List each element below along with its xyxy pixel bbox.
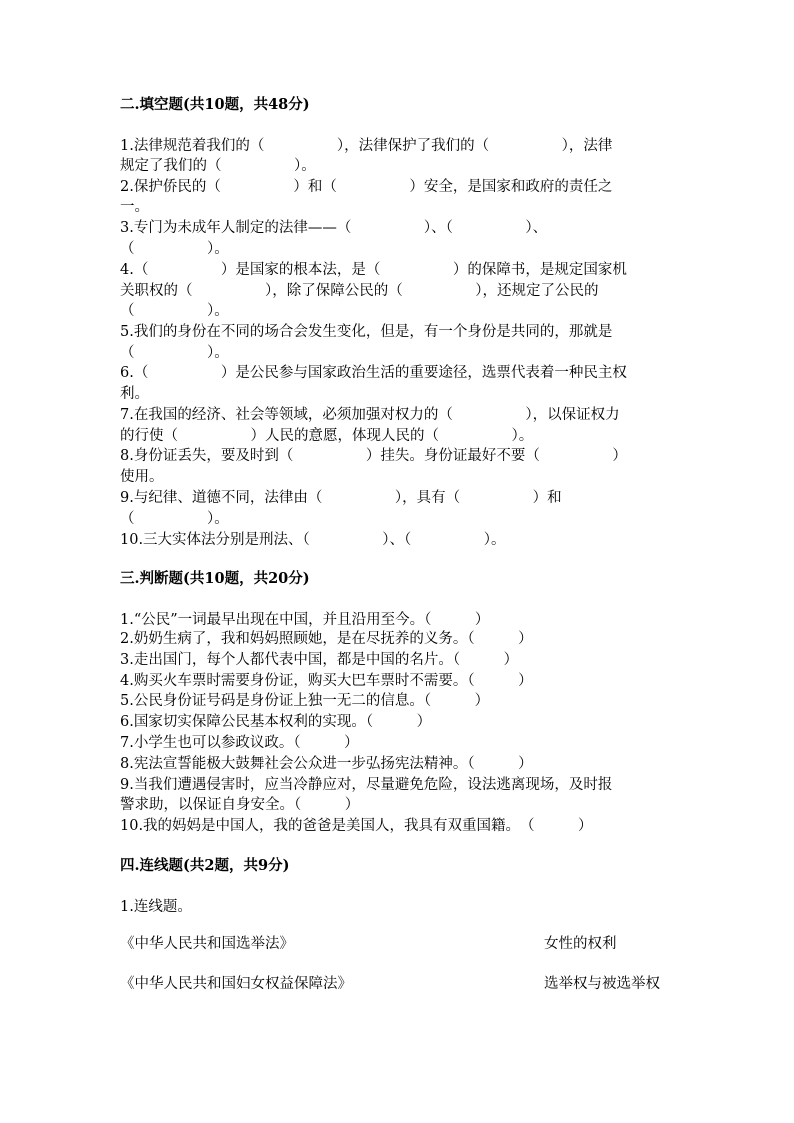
question-line: 9.与纪律、道德不同，法律由（ ），具有（ ）和 <box>120 490 562 506</box>
question-line: 关职权的（ ），除了保障公民的（ ），还规定了公民的 <box>120 283 599 299</box>
question-line: 警求助，以保证自身安全。（ ） <box>120 797 360 813</box>
match-left-item: 《中华人民共和国选举法》 <box>120 936 294 952</box>
question-line: （ ）。 <box>120 511 229 527</box>
question-line: 8.宪法宣誓能极大鼓舞社会公众进一步弘扬宪法精神。（ ） <box>120 756 533 772</box>
question-line: 6.（ ）是公民参与国家政治生活的重要途径，选票代表着一种民主权 <box>120 365 627 381</box>
question-line: 7.小学生也可以参政议政。（ ） <box>120 735 359 751</box>
question-line: 7.在我国的经济、社会等领域，必须加强对权力的（ ），以保证权力 <box>120 407 620 423</box>
question-line: 2.奶奶生病了，我和妈妈照顾她，是在尽抚养的义务。（ ） <box>120 631 533 647</box>
question-line: 一。 <box>120 199 149 215</box>
question-line: 3.走出国门，每个人都代表中国，都是中国的名片。（ ） <box>120 652 519 668</box>
question-line: 的行使（ ）人民的意愿，体现人民的（ ）。 <box>120 428 534 444</box>
question-line: 4.购买火车票时需要身份证，购买大巴车票时不需要。（ ） <box>120 673 533 689</box>
question-line: 5.公民身份证号码是身份证上独一无二的信息。（ ） <box>120 693 490 709</box>
section-title-matching: 四.连线题(共2题，共9分) <box>120 857 290 874</box>
match-right-item: 选举权与被选举权 <box>544 976 660 992</box>
question-line: 规定了我们的（ ）。 <box>120 158 316 174</box>
question-line: 1.“公民”一词最早出现在中国，并且沿用至今。（ ） <box>120 612 490 628</box>
section-title-fill-in: 二.填空题(共10题，共48分) <box>120 96 310 113</box>
question-line: 2.保护侨民的（ ）和（ ）安全，是国家和政府的责任之 <box>120 179 613 195</box>
question-line: 3.专门为未成年人制定的法律——（ ）、（ ）、 <box>120 220 548 236</box>
question-line: 10.我的妈妈是中国人，我的爸爸是美国人，我具有双重国籍。 （ ） <box>120 818 593 834</box>
question-line: 1.法律规范着我们的（ ），法律保护了我们的（ ），法律 <box>120 138 613 154</box>
question-line: 使用。 <box>120 469 164 485</box>
question-line: 10.三大实体法分别是刑法、（ ）、（ ）。 <box>120 532 506 548</box>
question-line: （ ）。 <box>120 241 229 257</box>
question-line: （ ）。 <box>120 303 229 319</box>
question-line: 9.当我们遭遇侵害时，应当冷静应对，尽量避免危险，设法逃离现场，及时报 <box>120 777 613 793</box>
question-line: 4.（ ）是国家的根本法，是（ ）的保障书，是规定国家机 <box>120 262 627 278</box>
matching-question: 1.连线题。 <box>120 899 192 915</box>
question-line: 5.我们的身份在不同的场合会发生变化，但是，有一个身份是共同的，那就是 <box>120 324 613 340</box>
section-title-true-false: 三.判断题(共10题，共20分) <box>120 570 310 587</box>
question-line: 6.国家切实保障公民基本权利的实现。（ ） <box>120 714 432 730</box>
question-line: 利。 <box>120 386 149 402</box>
match-right-item: 女性的权利 <box>544 936 617 952</box>
match-left-item: 《中华人民共和国妇女权益保障法》 <box>120 976 352 992</box>
question-line: （ ）。 <box>120 345 229 361</box>
question-line: 8.身份证丢失，要及时到（ ）挂失。身份证最好不要（ ） <box>120 448 627 464</box>
